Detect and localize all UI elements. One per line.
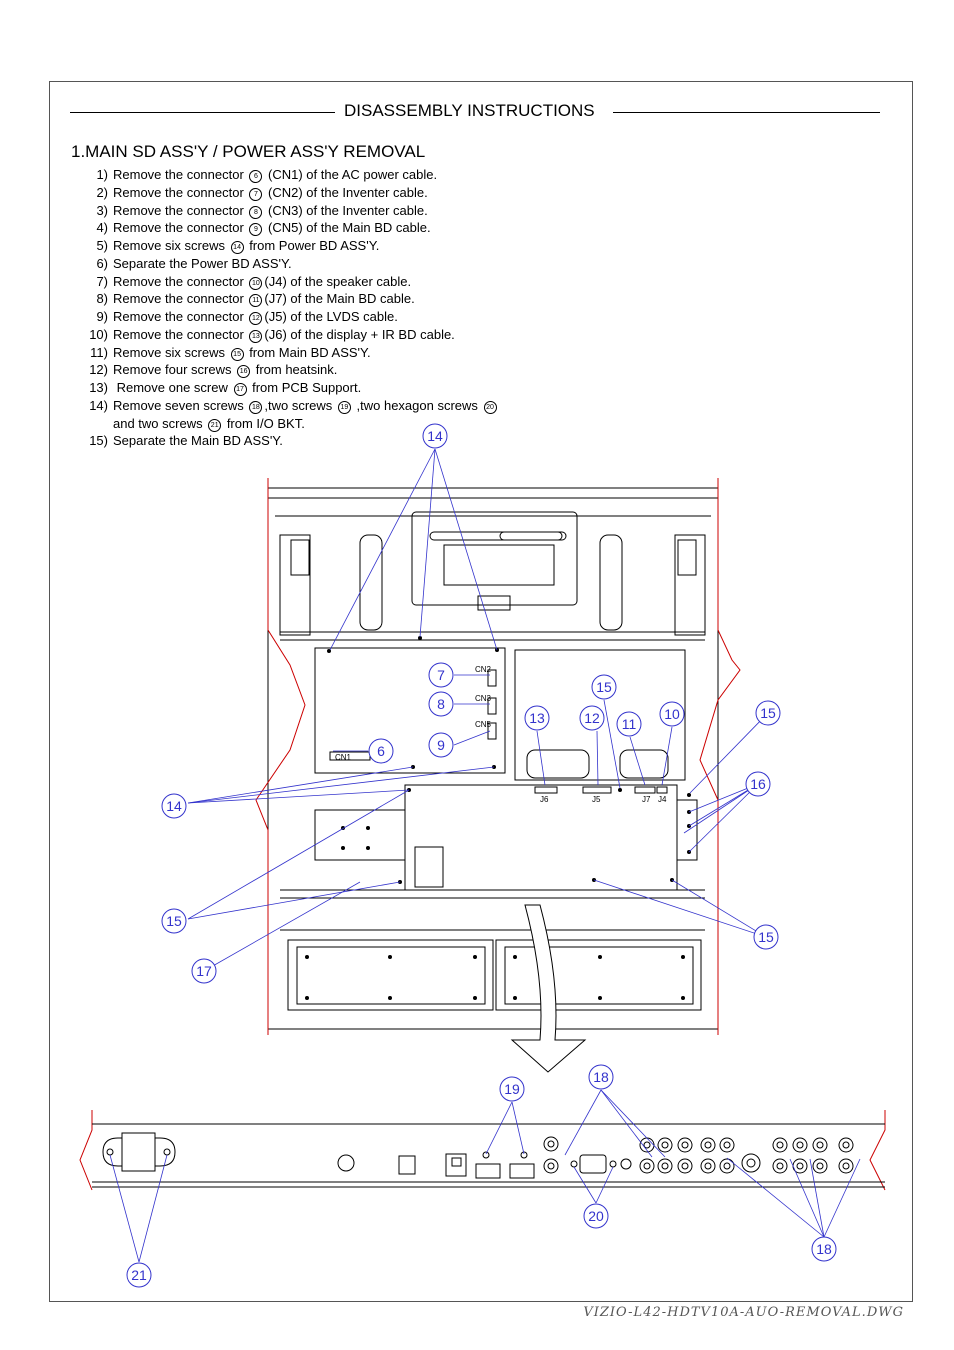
step-number: 3) bbox=[96, 202, 108, 218]
cn1-label: CN1 bbox=[335, 753, 352, 762]
svg-text:18: 18 bbox=[816, 1241, 832, 1257]
step-text: (J6) of the display + IR BD cable. bbox=[264, 326, 455, 342]
step-text: Remove six screws bbox=[113, 238, 229, 253]
callout-14-top bbox=[423, 424, 447, 448]
usb-port bbox=[510, 1164, 534, 1178]
step-number: 11) bbox=[90, 344, 108, 360]
step-text: Remove four screws bbox=[113, 362, 236, 378]
j7-label: J7 bbox=[642, 795, 651, 804]
step-number: 13) bbox=[89, 380, 108, 395]
svg-text:16: 16 bbox=[750, 776, 766, 792]
step-text: (CN3) of the Inventer cable. bbox=[264, 202, 428, 218]
svg-text:21: 21 bbox=[131, 1267, 147, 1283]
step-text: Remove the connector bbox=[113, 184, 248, 200]
callout-8 bbox=[429, 692, 453, 716]
svg-text:15: 15 bbox=[166, 913, 182, 929]
svg-text:17: 17 bbox=[196, 963, 212, 979]
cn5-label: CN5 bbox=[475, 720, 492, 729]
step-number: 10) bbox=[89, 326, 108, 342]
svg-text:15: 15 bbox=[760, 705, 776, 721]
part-number-circle: 6 bbox=[249, 170, 262, 183]
part-number-circle: 16 bbox=[237, 365, 250, 378]
j6-connector bbox=[535, 787, 557, 793]
step-text: Remove the connector bbox=[113, 326, 248, 342]
svg-text:20: 20 bbox=[588, 1208, 604, 1224]
j7-connector bbox=[635, 787, 655, 793]
step-text: Separate the Power BD ASS'Y. bbox=[113, 255, 292, 271]
svg-text:9: 9 bbox=[437, 737, 445, 753]
step-number: 5) bbox=[96, 238, 108, 253]
svg-text:7: 7 bbox=[437, 667, 445, 683]
j5-connector bbox=[583, 787, 611, 793]
step-text: Remove one screw bbox=[113, 380, 232, 395]
speaker-right bbox=[496, 940, 701, 1010]
part-number-circle: 15 bbox=[231, 348, 244, 361]
part-number-circle: 11 bbox=[249, 294, 262, 307]
step-text: Remove the connector bbox=[113, 167, 248, 182]
j6-label: J6 bbox=[540, 795, 549, 804]
svg-text:6: 6 bbox=[377, 743, 385, 759]
part-number-circle: 12 bbox=[249, 312, 262, 325]
callout-14-left bbox=[162, 794, 186, 818]
step-text: (J4) of the speaker cable. bbox=[264, 273, 412, 289]
svg-text:15: 15 bbox=[758, 929, 774, 945]
step-number: 4) bbox=[96, 220, 108, 236]
callout-15-right bbox=[756, 701, 780, 725]
step-number: 15) bbox=[89, 433, 108, 449]
step-text: and two screws bbox=[113, 415, 207, 431]
j4-connector bbox=[657, 787, 667, 793]
step-text: from heatsink. bbox=[252, 362, 338, 378]
callout-18-top bbox=[589, 1065, 613, 1089]
step-number: 7) bbox=[96, 273, 108, 289]
step-text: (CN2) of the Inventer cable. bbox=[264, 184, 428, 200]
step-text: ,two hexagon screws bbox=[352, 397, 482, 413]
svg-text:15: 15 bbox=[596, 679, 612, 695]
svg-text:14: 14 bbox=[166, 798, 182, 814]
vga-port bbox=[580, 1155, 606, 1173]
step-number: 6) bbox=[96, 255, 108, 271]
callout-16 bbox=[746, 772, 770, 796]
callout-10 bbox=[660, 702, 684, 726]
step-number: 8) bbox=[96, 291, 108, 307]
callout-6 bbox=[369, 739, 393, 763]
callout-17 bbox=[192, 959, 216, 983]
callout-20 bbox=[584, 1204, 608, 1228]
connector-labels bbox=[335, 665, 667, 804]
step-text: Separate the Main BD ASS'Y. bbox=[113, 433, 283, 449]
io-panel bbox=[92, 1124, 885, 1187]
step-number: 2) bbox=[96, 184, 108, 200]
step-text: Remove the connector bbox=[113, 309, 248, 324]
callout-12 bbox=[580, 706, 604, 730]
step-text: from Main BD ASS'Y. bbox=[245, 344, 371, 360]
step-text: Remove the connector bbox=[113, 202, 248, 218]
svg-text:13: 13 bbox=[529, 710, 545, 726]
part-number-circle: 18 bbox=[249, 401, 262, 414]
svg-text:8: 8 bbox=[437, 696, 445, 712]
part-number-circle: 7 bbox=[249, 188, 262, 201]
step-text: Remove seven screws bbox=[113, 397, 248, 413]
part-number-circle: 9 bbox=[249, 223, 262, 236]
leader-lines bbox=[110, 449, 860, 1262]
svg-text:18: 18 bbox=[593, 1069, 609, 1085]
part-number-circle: 13 bbox=[249, 330, 262, 343]
cn2-label: CN2 bbox=[475, 665, 492, 674]
step-text: Remove the connector bbox=[113, 291, 248, 307]
part-number-circle: 10 bbox=[249, 277, 262, 290]
section-title: 1.MAIN SD ASS'Y / POWER ASS'Y REMOVAL bbox=[71, 142, 426, 161]
page-title: DISASSEMBLY INSTRUCTIONS bbox=[344, 101, 595, 120]
callout-13 bbox=[525, 706, 549, 730]
step-text: ,two screws bbox=[264, 397, 336, 413]
part-number-circle: 8 bbox=[249, 206, 262, 219]
svg-text:12: 12 bbox=[584, 710, 600, 726]
callout-18-bottom bbox=[812, 1237, 836, 1261]
part-number-circle: 21 bbox=[208, 419, 221, 432]
callout-7 bbox=[429, 663, 453, 687]
usb-port bbox=[476, 1164, 500, 1178]
callout-15-left bbox=[162, 909, 186, 933]
callout-9 bbox=[429, 733, 453, 757]
step-text: Remove six screws bbox=[113, 344, 229, 360]
step-text: from Power BD ASS'Y. bbox=[245, 238, 380, 253]
step-text: Remove the connector bbox=[113, 220, 248, 236]
callout-15-bottom bbox=[754, 925, 778, 949]
cn3-label: CN3 bbox=[475, 694, 492, 703]
drawing-filename: VIZIO-L42-HDTV10A-AUO-REMOVAL.DWG bbox=[583, 1305, 904, 1320]
step-number: 12) bbox=[89, 362, 108, 378]
step-text: (J5) of the LVDS cable. bbox=[264, 309, 398, 324]
callout-circles bbox=[127, 424, 836, 1287]
part-number-circle: 19 bbox=[338, 401, 351, 414]
j5-label: J5 bbox=[592, 795, 601, 804]
step-number: 9) bbox=[96, 309, 108, 324]
top-bracket bbox=[412, 512, 577, 605]
svg-text:19: 19 bbox=[504, 1081, 520, 1097]
step-text: Remove the connector bbox=[113, 273, 248, 289]
part-number-circle: 17 bbox=[234, 383, 247, 396]
j4-label: J4 bbox=[658, 795, 667, 804]
step-text: (CN5) of the Main BD cable. bbox=[264, 220, 431, 236]
part-number-circle: 20 bbox=[484, 401, 497, 414]
step-number: 14) bbox=[89, 397, 108, 413]
step-number: 1) bbox=[96, 167, 108, 182]
part-number-circle: 14 bbox=[231, 241, 244, 254]
svg-text:10: 10 bbox=[664, 706, 680, 722]
step-text: from PCB Support. bbox=[248, 380, 362, 395]
step-text: (J7) of the Main BD cable. bbox=[264, 291, 415, 307]
step-text: (CN1) of the AC power cable. bbox=[264, 167, 438, 182]
callout-21 bbox=[127, 1263, 151, 1287]
callout-11 bbox=[617, 712, 641, 736]
svg-text:11: 11 bbox=[621, 716, 637, 732]
svg-text:14: 14 bbox=[427, 428, 443, 444]
callout-19 bbox=[500, 1077, 524, 1101]
callout-15-mid bbox=[592, 675, 616, 699]
step-text: from I/O BKT. bbox=[223, 415, 305, 431]
